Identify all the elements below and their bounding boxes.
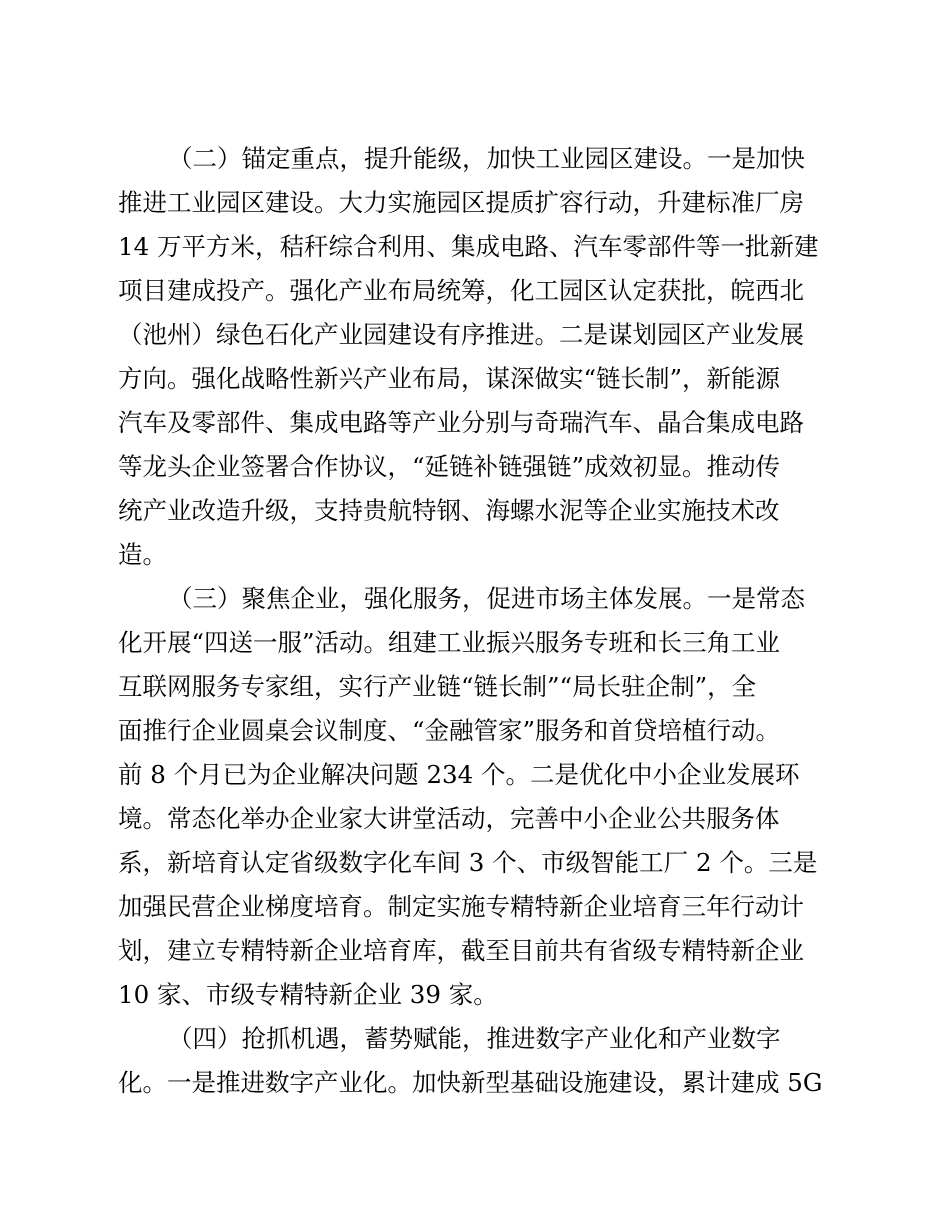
paragraph-line: 面推行企业圆桌会议制度、“金融管家”服务和首贷培植行动。 <box>118 716 781 745</box>
paragraph-line: （三）聚焦企业，强化服务，促进市场主体发展。一是常态 <box>168 584 805 613</box>
paragraph-line: 划，建立专精特新企业培育库，截至目前共有省级专精特新企业 <box>118 936 804 965</box>
paragraph-line: 统产业改造升级，支持贵航特钢、海螺水泥等企业实施技术改 <box>118 496 780 525</box>
paragraph-line: 项目建成投产。强化产业布局统筹，化工园区认定获批，皖西北 <box>118 276 804 305</box>
paragraph-line: 境。常态化举办企业家大讲堂活动，完善中小企业公共服务体 <box>118 804 780 833</box>
paragraph-line: 10 家、市级专精特新企业 39 家。 <box>118 980 498 1009</box>
paragraph-line: 14 万平方米，秸秆综合利用、集成电路、汽车零部件等一批新建 <box>118 232 819 261</box>
paragraph-line: 等龙头企业签署合作协议，“延链补链强链”成效初显。推动传 <box>118 452 781 481</box>
paragraph-line: 方向。强化战略性新兴产业布局，谋深做实“链长制”，新能源 <box>118 364 781 393</box>
paragraph-line: （四）抢抓机遇，蓄势赋能，推进数字产业化和产业数字 <box>168 1024 781 1053</box>
paragraph-line: 化。一是推进数字产业化。加快新型基础设施建设，累计建成 5G <box>118 1068 823 1097</box>
paragraph-line: 加强民营企业梯度培育。制定实施专精特新企业培育三年行动计 <box>118 892 804 921</box>
paragraph-line: 汽车及零部件、集成电路等产业分别与奇瑞汽车、晶合集成电路 <box>118 408 804 437</box>
paragraph-line: （池州）绿色石化产业园建设有序推进。二是谋划园区产业发展 <box>118 320 804 349</box>
paragraph-line: 前 8 个月已为企业解决问题 234 个。二是优化中小企业发展环 <box>118 760 800 789</box>
paragraph-line: 造。 <box>118 540 167 569</box>
paragraph-line: （二）锚定重点，提升能级，加快工业园区建设。一是加快 <box>168 144 805 173</box>
paragraph-line: 系，新培育认定省级数字化车间 3 个、市级智能工厂 2 个。三是 <box>118 848 818 877</box>
paragraph-line: 化开展“四送一服”活动。组建工业振兴服务专班和长三角工业 <box>118 628 781 657</box>
paragraph-line: 互联网服务专家组，实行产业链“链长制”“局长驻企制”，全 <box>118 672 757 701</box>
paragraph-line: 推进工业园区建设。大力实施园区提质扩容行动，升建标准厂房 <box>118 188 804 217</box>
